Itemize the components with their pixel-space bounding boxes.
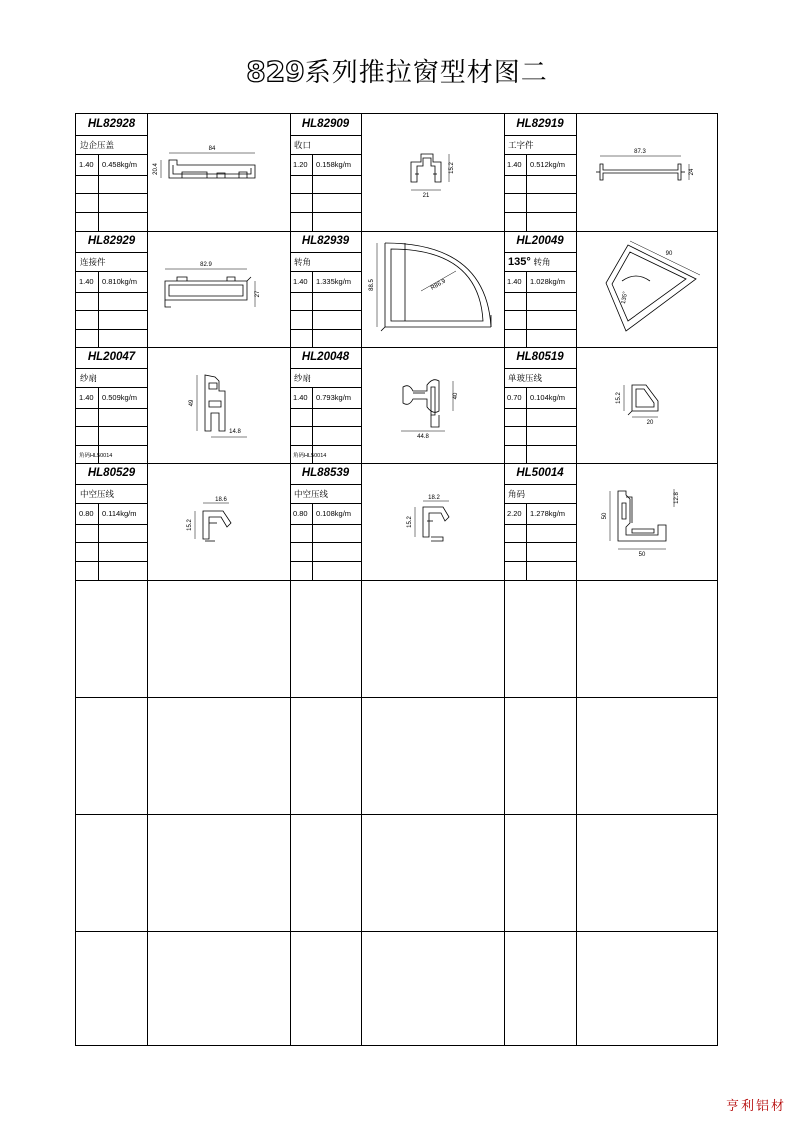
info-row-line: [290, 271, 361, 272]
info-row-line: [290, 387, 361, 388]
profile-outline: [626, 497, 632, 523]
profile-thickness: 1.40: [507, 160, 522, 169]
dimension-label: 50: [602, 512, 608, 520]
dimension-label: 44.8: [417, 434, 429, 440]
info-row-line: [504, 193, 576, 194]
info-row-line: [76, 426, 147, 427]
profile-name: [80, 139, 114, 151]
info-row-line: [76, 212, 147, 213]
dimension-label: 12.8: [674, 492, 680, 504]
info-row-line: [290, 135, 361, 136]
profile-name: [508, 256, 550, 268]
profile-name-text: 角码: [508, 490, 526, 500]
info-row-line: [290, 292, 361, 293]
profile-outline: [612, 252, 686, 321]
profile-thickness: 1.20: [293, 160, 308, 169]
dimension-label: 18.6: [215, 497, 227, 503]
profile-outline: [165, 300, 171, 307]
profile-outline: [182, 172, 207, 178]
info-row-line: [504, 426, 576, 427]
profile-name-text: 纱扇: [294, 374, 312, 384]
info-row-line: [504, 310, 576, 311]
info-row-line: [76, 503, 147, 504]
info-row-line: [504, 175, 576, 176]
info-row-line: [504, 154, 576, 155]
profile-outline: [403, 380, 439, 413]
profile-code: HL82929: [87, 235, 136, 247]
profile-name: [80, 372, 97, 384]
profile-drawing: [147, 231, 289, 348]
profile-outline: [423, 507, 449, 537]
profile-name-text: 边企压盖: [80, 141, 115, 151]
profile-name: [294, 256, 311, 268]
dimension-label: 40: [453, 392, 459, 400]
profile-name-text: 中空压线: [80, 490, 115, 500]
info-row-line: [290, 310, 361, 311]
profile-code: HL20049: [516, 235, 564, 247]
info-row-line: [290, 408, 361, 409]
info-row-line: [290, 542, 361, 543]
dimension-label: 20: [646, 420, 654, 426]
dimension-label: 18.2: [428, 495, 440, 501]
edge-cover-profile-icon: [147, 114, 289, 236]
info-row-line: [290, 329, 361, 330]
profile-code: HL20048: [301, 351, 350, 363]
corner-key-note: 角码HL50014: [79, 453, 113, 459]
dimension-label: 21: [422, 193, 430, 199]
info-divider-line: [526, 154, 527, 231]
profile-thickness: 0.80: [293, 509, 308, 518]
dimension-label: 82.9: [200, 262, 212, 268]
info-row-line: [504, 561, 576, 562]
profile-name-text: 中空压线: [294, 490, 329, 500]
profile-thickness: 1.40: [79, 393, 94, 402]
info-divider-line: [526, 503, 527, 580]
profile-weight: 0.114kg/m: [102, 509, 137, 518]
info-row-line: [76, 542, 147, 543]
profile-drawing: [361, 114, 503, 231]
profile-outline: [381, 327, 385, 331]
info-row-line: [290, 445, 361, 446]
profile-outline: [227, 277, 235, 281]
profile-outline: [618, 491, 666, 541]
profile-drawing: [147, 114, 289, 231]
profile-code: HL82919: [516, 118, 564, 130]
dimension-label: 49: [189, 399, 195, 407]
info-row-line: [76, 252, 147, 253]
profile-drawing: [361, 231, 503, 348]
profile-weight: 0.458kg/m: [102, 160, 138, 169]
profile-name: [80, 488, 114, 500]
profile-drawing: [576, 114, 718, 231]
dimension-label: 87.3: [634, 149, 646, 155]
info-row-line: [290, 484, 361, 485]
profile-drawing: [576, 231, 718, 348]
info-row-line: [504, 368, 576, 369]
profile-outline: [247, 277, 251, 281]
dimension-line: [630, 241, 700, 275]
profile-code: HL82939: [301, 235, 350, 247]
info-row-line: [290, 175, 361, 176]
info-divider-line: [98, 271, 99, 348]
info-row-line: [290, 503, 361, 504]
profile-outline: [600, 164, 681, 180]
info-row-line: [504, 484, 576, 485]
profile-drawing: [576, 463, 718, 580]
profile-name: [508, 139, 534, 151]
profile-outline: [411, 154, 441, 182]
profile-weight: 0.158kg/m: [316, 160, 352, 169]
profile-weight: 0.793kg/m: [316, 393, 352, 402]
profile-thickness: 0.70: [507, 393, 522, 402]
dimension-label: 27: [255, 290, 261, 298]
info-row-line: [290, 561, 361, 562]
profile-name-text: 工字件: [508, 141, 534, 151]
profile-name-text: 转角: [294, 258, 312, 268]
grid-row-line: [76, 697, 717, 698]
dimension-label: 90: [665, 251, 673, 257]
profile-name: [508, 372, 542, 384]
profile-outline: [239, 172, 247, 178]
info-divider-line: [312, 503, 313, 580]
info-row-line: [76, 175, 147, 176]
grid-row-line: [76, 814, 717, 815]
info-row-line: [76, 368, 147, 369]
info-divider-line: [312, 271, 313, 348]
profile-name-text: 转角: [533, 258, 551, 268]
info-row-line: [76, 292, 147, 293]
dimension-label: 15.2: [407, 516, 413, 528]
info-row-line: [290, 154, 361, 155]
profile-weight: 1.028kg/m: [530, 277, 566, 286]
profile-drawing: [361, 463, 503, 580]
info-divider-line: [98, 154, 99, 231]
profile-name: [294, 139, 311, 151]
title-series-number: 829: [246, 55, 305, 88]
profile-drawing: [147, 347, 289, 464]
info-divider-line: [526, 387, 527, 464]
profile-outline: [177, 277, 187, 281]
screen-sash-profile-2-icon: [361, 347, 503, 469]
dimension-label: 135°: [620, 291, 630, 305]
info-row-line: [504, 387, 576, 388]
page-title: [0, 52, 794, 89]
info-row-line: [76, 524, 147, 525]
dimension-label: 20.4: [153, 163, 159, 175]
dimension-label: 14.8: [229, 429, 241, 435]
profile-code: HL80529: [87, 467, 136, 479]
profile-outline: [209, 383, 217, 389]
info-divider-line: [526, 271, 527, 348]
info-row-line: [290, 368, 361, 369]
info-row-line: [504, 329, 576, 330]
dimension-label: 15.2: [187, 519, 193, 531]
profile-name-text: 纱扇: [80, 374, 98, 384]
info-row-line: [290, 524, 361, 525]
profile-weight: 1.335kg/m: [316, 277, 352, 286]
info-row-line: [504, 212, 576, 213]
brand-watermark: 亨利铝材: [725, 1099, 786, 1114]
info-row-line: [76, 193, 147, 194]
info-divider-line: [312, 154, 313, 231]
info-row-line: [290, 193, 361, 194]
profile-drawing: [576, 347, 718, 464]
profile-weight: 0.108kg/m: [316, 509, 352, 518]
info-row-line: [76, 445, 147, 446]
profile-code: HL20047: [87, 351, 136, 363]
profile-weight: 0.509kg/m: [102, 393, 138, 402]
profile-code: HL80519: [516, 351, 564, 363]
profile-thickness: 1.40: [293, 393, 308, 402]
info-row-line: [76, 329, 147, 330]
screen-sash-profile-icon: [147, 347, 289, 469]
profile-outline: [165, 281, 247, 300]
info-row-line: [76, 484, 147, 485]
info-row-line: [290, 212, 361, 213]
profile-name: [294, 488, 328, 500]
i-beam-profile-icon: [576, 114, 718, 236]
info-row-line: [504, 542, 576, 543]
info-row-line: [290, 426, 361, 427]
grid-row-line: [76, 931, 717, 932]
info-row-line: [76, 561, 147, 562]
profile-outline: [632, 529, 654, 533]
corner-key-profile-icon: [576, 463, 718, 585]
info-row-line: [76, 271, 147, 272]
profile-name-text: 收口: [294, 141, 312, 151]
info-row-line: [76, 154, 147, 155]
info-divider-line: [98, 503, 99, 580]
profile-outline: [209, 401, 221, 407]
info-row-line: [76, 387, 147, 388]
profile-thickness: 0.80: [79, 509, 94, 518]
info-row-line: [504, 524, 576, 525]
corner-arc-profile-icon: [361, 231, 503, 353]
info-row-line: [76, 310, 147, 311]
info-row-line: [504, 408, 576, 409]
glazing-bead-profile-icon: [576, 347, 718, 469]
profile-outline: [628, 411, 632, 415]
connector-profile-icon: [147, 231, 289, 353]
dimension-label: 84: [208, 146, 216, 152]
profile-code: HL82928: [87, 118, 136, 130]
dimension-label: 15.2: [449, 162, 455, 174]
info-row-line: [504, 135, 576, 136]
info-row-line: [504, 503, 576, 504]
profile-code: HL82909: [301, 118, 350, 130]
profile-name-text: 单玻压线: [508, 374, 543, 384]
profile-outline: [431, 387, 435, 415]
profile-outline: [203, 511, 231, 539]
info-row-line: [76, 135, 147, 136]
info-row-line: [504, 252, 576, 253]
profile-thickness: 2.20: [507, 509, 522, 518]
profile-outline: [431, 415, 439, 427]
profile-name: [294, 372, 311, 384]
info-row-line: [76, 408, 147, 409]
profile-name: [508, 488, 525, 500]
profile-weight: 0.104kg/m: [530, 393, 566, 402]
info-row-line: [504, 445, 576, 446]
profile-outline: [622, 503, 626, 519]
closing-profile-icon: [361, 114, 503, 236]
profile-outline: [622, 276, 650, 281]
profile-code: HL88539: [301, 467, 350, 479]
profile-thickness: 1.40: [79, 160, 94, 169]
corner-key-note: 角码HL50014: [293, 453, 327, 459]
dimension-label: 15.2: [616, 392, 622, 404]
profile-name: [80, 256, 106, 268]
profile-name-text: 连接件: [80, 258, 106, 268]
hollow-bead-profile-2-icon: [361, 463, 503, 585]
profile-thickness: 1.40: [293, 277, 308, 286]
angle-label: 135°: [508, 256, 531, 268]
profile-outline: [606, 245, 696, 331]
profile-code: HL50014: [516, 467, 564, 479]
title-text: 系列推拉窗型材图二: [304, 58, 548, 88]
hollow-bead-profile-icon: [147, 463, 289, 585]
profile-table: [75, 113, 718, 1046]
dimension-label: R86.9: [430, 278, 447, 292]
dimension-label: 88.5: [369, 279, 375, 291]
profile-weight: 0.810kg/m: [102, 277, 138, 286]
profile-weight: 0.512kg/m: [530, 160, 566, 169]
info-row-line: [504, 292, 576, 293]
info-row-line: [504, 271, 576, 272]
profile-drawing: [361, 347, 503, 464]
profile-outline: [431, 537, 443, 541]
profile-outline: [169, 285, 243, 296]
info-row-line: [290, 252, 361, 253]
profile-drawing: [147, 463, 289, 580]
profile-thickness: 1.40: [507, 277, 522, 286]
profile-weight: 1.278kg/m: [530, 509, 566, 518]
dimension-label: 24: [689, 168, 695, 176]
profile-thickness: 1.40: [79, 277, 94, 286]
corner-135-profile-icon: [576, 231, 718, 353]
dimension-label: 50: [638, 552, 646, 558]
